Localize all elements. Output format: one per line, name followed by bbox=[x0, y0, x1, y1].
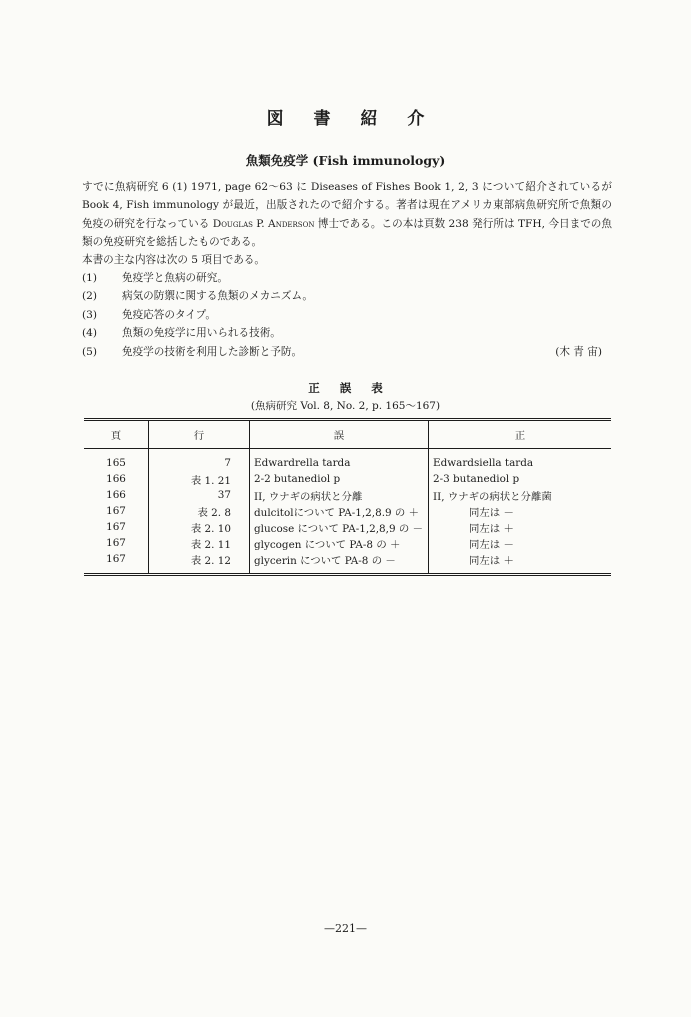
cell-wrong: 2-2 butanediol p bbox=[250, 471, 429, 487]
cell-line: 表 1. 21 bbox=[149, 471, 250, 487]
header-line: 行 bbox=[149, 420, 250, 449]
header-correct: 正 bbox=[429, 420, 612, 449]
header-wrong: 誤 bbox=[250, 420, 429, 449]
cell-line: 表 2. 8 bbox=[149, 503, 250, 519]
list-item-text: 免疫応答のタイプ。 bbox=[122, 308, 216, 321]
cell-correct: Edwardsiella tarda bbox=[429, 449, 612, 472]
list-item-number: (1) bbox=[82, 272, 98, 284]
cell-page: 166 bbox=[106, 473, 126, 485]
cell-page: 167 bbox=[106, 553, 126, 565]
cell-correct: 同左は ＋ bbox=[429, 551, 612, 575]
list-item bbox=[82, 324, 612, 342]
table-row bbox=[84, 519, 611, 535]
cell-line: 37 bbox=[149, 487, 250, 503]
list-item bbox=[82, 287, 612, 305]
section-title: 図 書 紹 介 bbox=[266, 109, 437, 129]
cell-wrong: dulcitolについて PA-1,2,8.9 の ＋ bbox=[250, 503, 429, 519]
errata-title: 正 誤 表 bbox=[308, 381, 391, 395]
cell-wrong: Edwardrella tarda bbox=[250, 449, 429, 472]
cell-correct: II, ウナギの病状と分離菌 bbox=[429, 487, 612, 503]
errata-subtitle: (魚病研究 Vol. 8, No. 2, p. 165～167) bbox=[250, 400, 441, 412]
cell-correct: 2-3 butanediol p bbox=[429, 471, 612, 487]
cell-page: 165 bbox=[106, 457, 126, 469]
list-item bbox=[82, 306, 612, 324]
cell-correct: 同左は － bbox=[429, 535, 612, 551]
list-item-text: 免疫学の技術を利用した診断と予防。 bbox=[122, 345, 303, 358]
list-item-text: 免疫学と魚病の研究。 bbox=[122, 272, 228, 284]
reviewer-signature: (木 青 宙) bbox=[555, 345, 602, 358]
cell-wrong: glucose について PA-1,2,8,9 の － bbox=[250, 519, 429, 535]
cell-correct: 同左は ＋ bbox=[429, 519, 612, 535]
list-item-text: 病気の防禦に関する魚類のメカニズム。 bbox=[122, 290, 314, 303]
contents-intro: 本書の主な内容は次の 5 項目である。 bbox=[82, 254, 265, 266]
list-item-number: (3) bbox=[82, 308, 98, 321]
table-row bbox=[84, 535, 611, 551]
author-name: Douglas P. Anderson bbox=[212, 217, 315, 230]
cell-page: 167 bbox=[106, 537, 126, 549]
cell-page: 166 bbox=[106, 489, 126, 501]
cell-line: 7 bbox=[149, 449, 250, 472]
list-item bbox=[82, 269, 612, 287]
book-title: 魚類免疫学 (Fish immunology) bbox=[245, 153, 446, 168]
table-row bbox=[84, 551, 611, 575]
list-item-number: (4) bbox=[82, 327, 98, 340]
review-paragraph bbox=[82, 178, 612, 252]
paragraph-part-1: すでに魚病研究 6 (1) 1971, page 62～63 に Diseases of Fishes Book 1, 2, 3 について紹介されているが Book 4, Fish immunology が最近，出版されたので紹介する。著者は現在アメリカ東部病魚研究所で魚類の免疫の研究を行なっている bbox=[82, 181, 612, 230]
list-item-number: (2) bbox=[82, 290, 98, 303]
header-page: 頁 bbox=[84, 420, 149, 449]
cell-wrong: II, ウナギの病状と分離 bbox=[250, 487, 429, 503]
list-item-text: 魚類の免疫学に用いられる技術。 bbox=[122, 327, 281, 340]
cell-line: 表 2. 12 bbox=[149, 551, 250, 575]
page-number: —221— bbox=[324, 922, 367, 935]
cell-correct: 同左は － bbox=[429, 503, 612, 519]
errata-header-row bbox=[84, 420, 611, 449]
table-row bbox=[84, 487, 611, 503]
cell-page: 167 bbox=[106, 505, 126, 517]
cell-line: 表 2. 11 bbox=[149, 535, 250, 551]
table-row bbox=[84, 471, 611, 487]
list-item-number: (5) bbox=[82, 345, 98, 358]
cell-page: 167 bbox=[106, 521, 126, 533]
paragraph-part-2: 博士である。この本は頁数 238 発行所は TFH, 今日までの魚類の免疫研究を総括したものである。 bbox=[82, 217, 613, 249]
list-item bbox=[82, 343, 612, 361]
errata-table bbox=[84, 418, 611, 576]
cell-line: 表 2. 10 bbox=[149, 519, 250, 535]
contents-list bbox=[82, 269, 612, 361]
cell-wrong: glycogen について PA-8 の ＋ bbox=[250, 535, 429, 551]
cell-wrong: glycerin について PA-8 の － bbox=[250, 551, 429, 575]
table-row bbox=[84, 503, 611, 519]
table-row bbox=[84, 449, 611, 472]
